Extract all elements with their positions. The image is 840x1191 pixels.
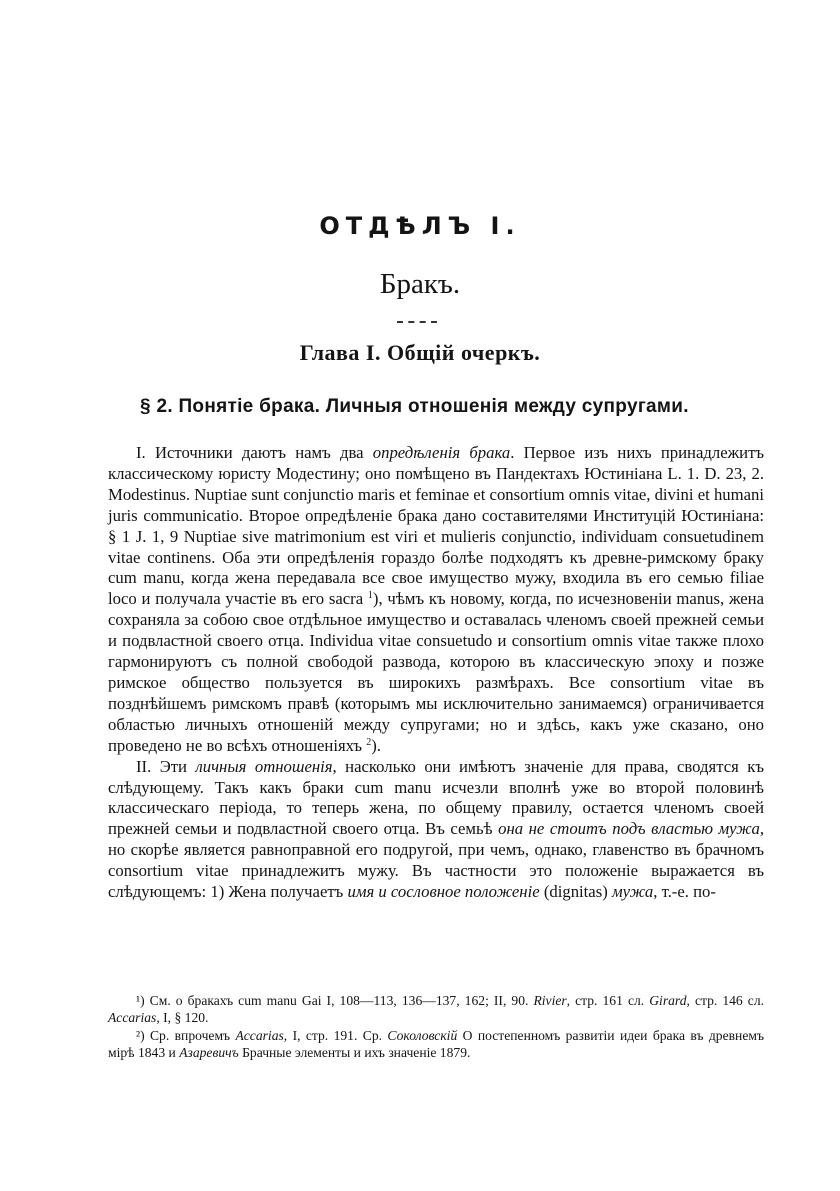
text-run: , стр. 161 сл. xyxy=(566,993,650,1008)
body-paragraph-1 xyxy=(108,443,764,757)
text-run: О постепенномъ развитіи идеи брака въ древнемъ мірѣ 1843 и xyxy=(108,1027,764,1060)
text-run: , но скорѣе является равноправной его подругой, при чемъ, однако, главенство въ брачномъ consortium vitae принадлежитъ мужу. Въ частности это положеніе выражается въ слѣдующемъ: 1) Жена получаетъ xyxy=(108,819,764,902)
text-run: , насколько они имѣютъ значеніе для права, сводятся къ слѣдующему. Такъ какъ браки cum manu исчезли вполнѣ уже во второй половинѣ классическаго періода, то теперь жена, по общему правилу, остается членомъ своей прежней семьи и подвластной своего отца. Въ семьѣ xyxy=(108,756,764,839)
author-name: Accarias xyxy=(108,1010,157,1026)
footnote-1 xyxy=(108,992,764,1027)
text-run: . Первое изъ нихъ принадлежитъ классическому юристу Модестину; оно помѣщено въ Пандектахъ Юстиніана L. 1. D. 23, 2. Modestinus. Nuptiae sunt conjunctio maris et feminae et consortium omnis vitae, divini et humani juris communicatio. Второе опредѣленіе брака дано составителями Институцій Юстиніана: § 1 J. 1, 9 Nuptiae sive matrimonium est viri et mulieris conjunctio, individuam consuetudinem vitae continens. Оба эти опредѣленія гораздо болѣе подходятъ къ древне-римскому браку cum manu, когда жена передавала все свое имущество мужу, входила въ его семью filiae loco и получала участіе въ его sacra xyxy=(108,443,765,609)
author-name: Accarias xyxy=(235,1027,284,1043)
text-run: , т.-е. по- xyxy=(653,882,716,902)
section-heading: ОТДѢЛЪ I. xyxy=(319,212,521,240)
body-paragraph-2 xyxy=(108,757,764,903)
emphasis-term: она не стоитъ подъ властью мужа xyxy=(498,819,760,839)
part-heading: Бракъ. xyxy=(379,268,461,300)
footnote-ref-2: 2 xyxy=(366,736,372,748)
text-run: , I, § 120. xyxy=(156,1010,209,1026)
text-run: I. Источники даютъ намъ два xyxy=(136,443,373,462)
decorative-divider xyxy=(397,321,437,323)
text-run: ). xyxy=(371,735,381,755)
author-name: Girard xyxy=(649,993,687,1008)
emphasis-term: опредѣленія брака xyxy=(372,443,511,462)
footnote-ref-1: 1 xyxy=(367,590,373,602)
emphasis-term: имя и сословное положеніе xyxy=(347,882,540,902)
footnotes xyxy=(108,992,764,1061)
text-run: , I, стр. 191. Ср. xyxy=(283,1027,388,1043)
text-run: Брачные элементы и ихъ значеніе 1879. xyxy=(238,1044,471,1060)
author-name: Азаревичъ xyxy=(179,1044,239,1060)
text-run: ), чѣмъ къ новому, когда, по исчезновеніи manus, жена сохраняла за собою свое отдѣльное имущество и оставалась членомъ своей прежней семьи и подвластной своего отца. Individua vitae consuetudo и consortium omnis vitae также плохо гармонируютъ съ полной свободой развода, которою въ классическую эпоху и позже римское общество пользуется въ широкихъ размѣрахъ. Все consortium vitae въ позднѣйшемъ римскомъ правѣ (которымъ мы исключительно занимаемся) ограничивается областью личныхъ отношеній между супругами; но и здѣсь, какъ уже сказано, оно проведено не во всѣхъ отношеніяхъ xyxy=(108,589,765,755)
chapter-heading: Глава I. Общій очеркъ. xyxy=(299,340,541,365)
paragraph-heading: § 2. Понятіе брака. Личныя отношенія между супругами. xyxy=(140,396,689,417)
text-run: II. Эти xyxy=(136,756,196,776)
author-name: Rivier xyxy=(533,993,567,1008)
footnote-2 xyxy=(108,1027,764,1062)
emphasis-term: личныя отношенія xyxy=(195,756,333,776)
text-run: ²) Ср. впрочемъ xyxy=(136,1027,236,1043)
author-name: Соколовскій xyxy=(387,1027,458,1043)
text-run: ¹) См. о бракахъ cum manu Gai I, 108—113, 136—137, 162; II, 90. xyxy=(136,993,534,1008)
text-run: , стр. 146 сл. xyxy=(686,993,764,1008)
main-text xyxy=(108,443,764,903)
text-run: (dignitas) xyxy=(539,882,612,902)
emphasis-term: мужа xyxy=(611,882,654,902)
